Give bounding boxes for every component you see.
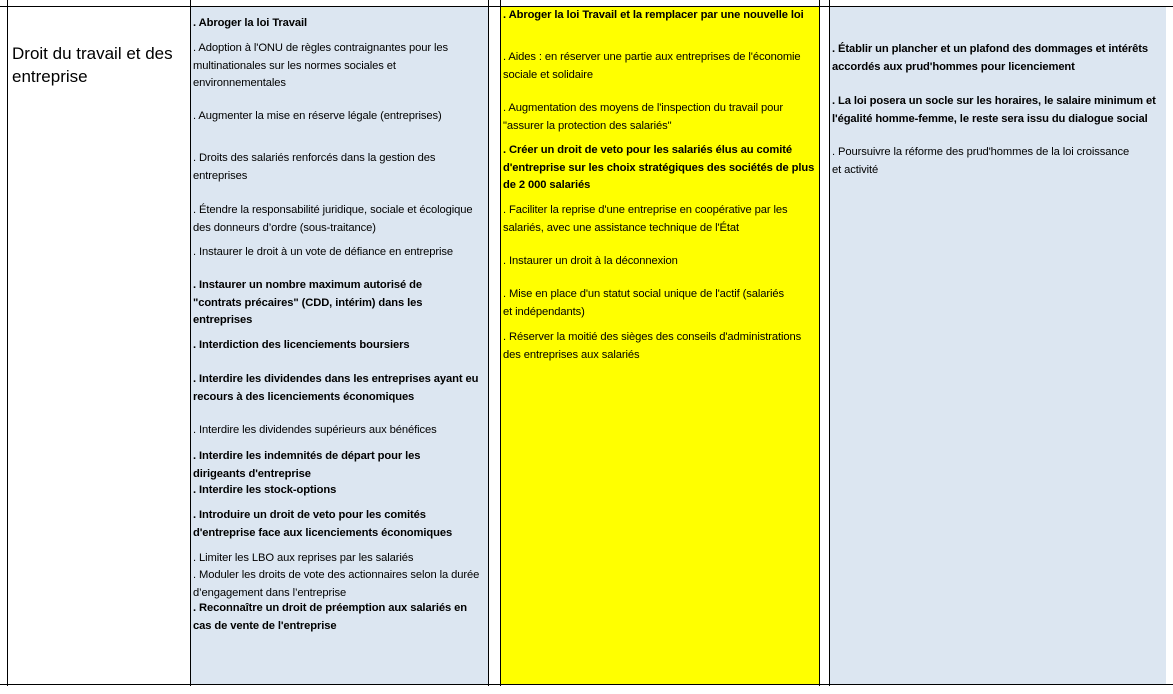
list-item: . Limiter les LBO aux reprises par les salariés <box>193 552 414 564</box>
list-item: . Adoption à l'ONU de règles contraignantes pour les multinationales sur les normes sociales et environnementales <box>193 42 449 89</box>
list-item: . Interdiction des licenciements boursiers <box>193 339 410 351</box>
list-item: . Augmentation des moyens de l'inspection du travail pour "assurer la protection des salariés" <box>503 102 784 132</box>
list-item: . Étendre la responsabilité juridique, sociale et écologique des donneurs d’ordre (sous-traitance) <box>193 204 473 234</box>
candidate-column-2 <box>501 7 819 684</box>
list-item: . Interdire les dividendes supérieurs aux bénéfices <box>193 424 437 436</box>
list-item: . Instaurer un droit à la déconnexion <box>503 255 678 267</box>
candidate-column-1 <box>191 7 488 684</box>
list-item: . Interdire les stock-options <box>193 484 337 496</box>
list-item: . Droits des salariés renforcés dans la gestion des entreprises <box>193 152 436 182</box>
list-item: . Établir un plancher et un plafond des dommages et intérêts accordés aux prud'hommes pour licenciement <box>832 43 1149 73</box>
list-item: . Aides : en réserver une partie aux entreprises de l'économie sociale et solidaire <box>503 51 801 81</box>
list-item: . Mise en place d'un statut social unique de l'actif (salariés et indépendants) <box>503 288 785 318</box>
list-item: . Instaurer le droit à un vote de défiance en entreprise <box>193 246 453 258</box>
list-item: . La loi posera un socle sur les horaires, le salaire minimum et l'égalité homme-femme, le reste sera issu du dialogue social <box>832 95 1156 125</box>
list-item: . Instaurer un nombre maximum autorisé de "contrats précaires" (CDD, intérim) dans les entreprises <box>193 279 423 326</box>
column-divider <box>488 0 489 686</box>
column-divider <box>819 0 820 686</box>
column-divider <box>7 0 8 686</box>
list-item: . Faciliter la reprise d'une entreprise en coopérative par les salariés, avec une assistance technique de l'État <box>503 204 788 234</box>
list-item: . Reconnaître un droit de préemption aux salariés en cas de vente de l'entreprise <box>193 602 467 632</box>
list-item: . Augmenter la mise en réserve légale (entreprises) <box>193 110 442 122</box>
list-item: . Réserver la moitié des sièges des conseils d'administrations des entreprises aux salariés <box>503 331 802 361</box>
candidate-column-3 <box>830 7 1166 684</box>
category-cell <box>8 7 188 684</box>
category-title: Droit du travail et des entreprise <box>12 44 173 86</box>
list-item: . Interdire les indemnités de départ pour les dirigeants d'entreprise <box>193 450 421 480</box>
list-item: . Poursuivre la réforme des prud'hommes de la loi croissance et activité <box>832 146 1130 176</box>
column-divider <box>500 0 501 686</box>
list-item: . Moduler les droits de vote des actionnaires selon la durée d’engagement dans l’entreprise <box>193 569 480 599</box>
list-item: . Abroger la loi Travail et la remplacer par une nouvelle loi <box>503 9 804 21</box>
list-item: . Abroger la loi Travail <box>193 17 308 29</box>
table-bottom-border <box>0 684 1173 685</box>
list-item: . Créer un droit de veto pour les salariés élus au comité d'entreprise sur les choix stratégiques des sociétés de plus de 2 000 salariés <box>503 144 815 191</box>
column-divider <box>829 0 830 686</box>
column-divider <box>190 0 191 686</box>
list-item: . Interdire les dividendes dans les entreprises ayant eu recours à des licenciements économiques <box>193 373 479 403</box>
list-item: . Introduire un droit de veto pour les comités d'entreprise face aux licenciements économiques <box>193 509 453 539</box>
